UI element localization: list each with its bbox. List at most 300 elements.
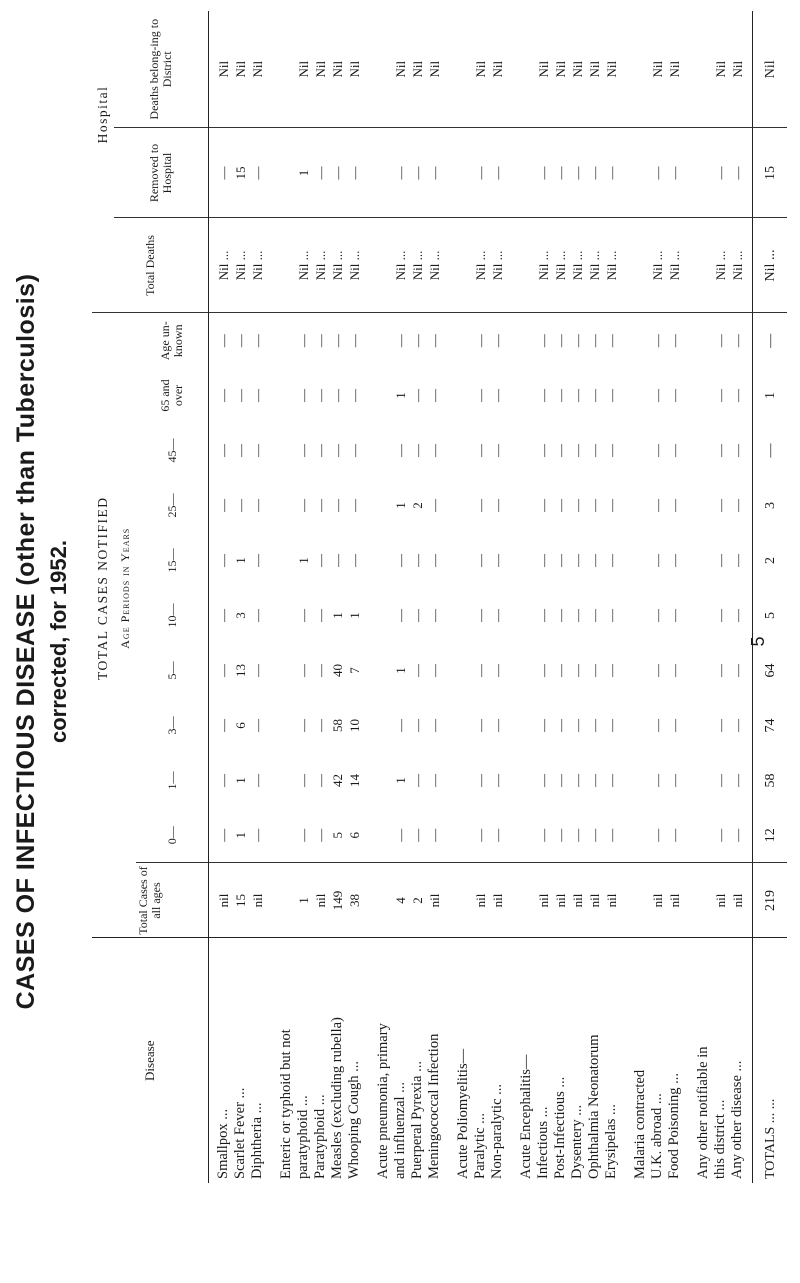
disease-name: Non-paralytic ... — [489, 938, 512, 1183]
totals-age-cell: 12 — [753, 808, 788, 863]
age-cell: — — [570, 609, 585, 622]
age-cell — [512, 808, 535, 863]
age-cell: — — [536, 334, 551, 348]
age-cell: — — [570, 554, 585, 567]
table-row — [329, 11, 346, 1183]
age-cell: — — [233, 334, 248, 348]
age-cell: — — [473, 719, 488, 732]
age-cell: — — [667, 554, 682, 567]
age-cell: — — [296, 389, 311, 402]
removed-to-hospital-cell: — — [535, 128, 552, 218]
total-deaths-cell — [689, 218, 712, 313]
disease-name: this district ... — [712, 938, 729, 1183]
age-cell — [449, 753, 472, 808]
age-cell: — — [570, 664, 585, 677]
age-cell — [449, 533, 472, 588]
age-cell: — — [604, 664, 619, 677]
age-cell: — — [713, 334, 728, 348]
age-cell: — — [650, 444, 665, 457]
age-cell: — — [209, 808, 233, 863]
table-row — [512, 11, 535, 1183]
total-cases-cell — [369, 863, 392, 938]
age-cell: — — [490, 334, 505, 348]
deaths-district-cell: Nil — [312, 11, 329, 128]
totals-age-cell: — — [753, 313, 788, 368]
age-cell: — — [250, 499, 265, 512]
age-cell: — — [713, 444, 728, 457]
age-cell: — — [730, 774, 745, 787]
age-cell: — — [233, 499, 248, 512]
age-cell: — — [233, 389, 248, 402]
age-cell — [369, 588, 392, 643]
age-cell: — — [250, 389, 265, 402]
age-cell: 7 — [347, 667, 362, 674]
age-cell — [626, 423, 649, 478]
total-deaths-cell: Nil ... — [312, 218, 329, 313]
total-cases-cell: nil — [604, 893, 619, 908]
age-cell: — — [650, 609, 665, 622]
age-cell: — — [473, 609, 488, 622]
age-cell — [512, 588, 535, 643]
age-cell: — — [570, 389, 585, 402]
age-cell: — — [536, 719, 551, 732]
age-cell — [369, 313, 392, 368]
age-cell: — — [393, 719, 408, 732]
table-row — [552, 11, 569, 1183]
age-cell: 58 — [330, 719, 345, 732]
total-deaths-cell: Nil ... — [409, 218, 426, 313]
total-cases-cell: nil — [216, 893, 231, 908]
age-cell: — — [604, 389, 619, 402]
age-cell: — — [473, 774, 488, 787]
table-row — [689, 11, 712, 1183]
disease-name: Dysentery ... — [569, 938, 586, 1183]
header-total-deaths: Total Deaths — [92, 218, 209, 313]
age-cell: — — [713, 389, 728, 402]
age-cell: — — [570, 499, 585, 512]
header-age-1: 1— — [136, 753, 209, 808]
removed-to-hospital-cell: — — [392, 128, 409, 218]
age-cell: — — [426, 808, 449, 863]
deaths-district-cell: Nil — [489, 11, 512, 128]
age-cell: — — [587, 334, 602, 348]
age-cell: — — [587, 444, 602, 457]
age-cell: — — [553, 664, 568, 677]
disease-name: Post-Infectious ... — [552, 938, 569, 1183]
age-cell: — — [713, 664, 728, 677]
totals-age-cell: 2 — [753, 533, 788, 588]
age-cell: — — [490, 774, 505, 787]
age-cell: — — [490, 499, 505, 512]
infectious-disease-table — [92, 11, 787, 1183]
total-cases-cell: nil — [570, 893, 585, 908]
age-cell: — — [427, 444, 442, 457]
age-cell: — — [427, 609, 442, 622]
age-cell — [272, 533, 295, 588]
age-cell: — — [313, 554, 328, 567]
age-cell: 6 — [233, 722, 248, 729]
age-cell: — — [296, 774, 311, 787]
age-cell: — — [604, 334, 619, 348]
age-cell: 1 — [393, 392, 408, 399]
age-cell: — — [570, 719, 585, 732]
removed-to-hospital-cell — [449, 128, 472, 218]
total-deaths-cell: Nil ... — [249, 218, 272, 313]
deaths-district-cell: Nil — [329, 11, 346, 128]
age-cell: — — [473, 554, 488, 567]
age-cell: — — [650, 334, 665, 348]
age-cell — [272, 753, 295, 808]
age-cell — [449, 368, 472, 423]
removed-to-hospital-cell: — — [712, 128, 729, 218]
age-cell — [272, 698, 295, 753]
age-cell: — — [313, 719, 328, 732]
total-cases-cell: nil — [553, 893, 568, 908]
deaths-district-cell: Nil — [603, 11, 626, 128]
total-cases-cell — [449, 863, 472, 938]
age-cell — [512, 313, 535, 368]
age-cell — [626, 313, 649, 368]
totals-age-cell: 58 — [753, 753, 788, 808]
age-cell: — — [667, 444, 682, 457]
page-number: 5 — [748, 636, 768, 647]
age-cell: 1 — [233, 557, 248, 564]
total-cases-cell: nil — [313, 893, 328, 908]
age-cell — [512, 423, 535, 478]
deaths-district-cell — [369, 11, 392, 128]
age-cell: — — [536, 444, 551, 457]
header-removed-to-hospital: Removed to Hospital — [114, 128, 209, 218]
table-row — [249, 11, 272, 1183]
age-cell — [369, 533, 392, 588]
table-row — [626, 11, 649, 1183]
age-cell: — — [295, 808, 312, 863]
age-cell: — — [410, 444, 425, 457]
totals-age-cell: 64 — [753, 643, 788, 698]
total-cases-cell — [689, 863, 712, 938]
age-cell: — — [473, 334, 488, 348]
age-cell: — — [553, 389, 568, 402]
totals-removed: 15 — [753, 128, 788, 218]
age-cell — [512, 643, 535, 698]
total-deaths-cell: Nil ... — [472, 218, 489, 313]
age-cell — [626, 643, 649, 698]
age-cell: 42 — [330, 774, 345, 787]
disease-name: Diphtheria ... — [249, 938, 272, 1183]
disease-name: Erysipelas ... — [603, 938, 626, 1183]
age-cell: — — [313, 444, 328, 457]
age-cell: — — [313, 609, 328, 622]
table-row — [346, 11, 369, 1183]
total-cases-cell: 1 — [296, 897, 311, 904]
age-cell — [272, 643, 295, 698]
age-cell: — — [586, 808, 603, 863]
totals-age-cell: 3 — [753, 478, 788, 533]
age-cell — [689, 588, 712, 643]
table-row — [535, 11, 552, 1183]
total-deaths-cell — [272, 218, 295, 313]
age-cell — [369, 698, 392, 753]
age-cell — [449, 478, 472, 533]
age-cell: — — [347, 499, 362, 512]
age-cell: — — [250, 719, 265, 732]
disease-name: Infectious ... — [535, 938, 552, 1183]
age-cell: — — [233, 444, 248, 457]
age-cell: — — [587, 499, 602, 512]
removed-to-hospital-cell: — — [489, 128, 512, 218]
age-cell: — — [347, 334, 362, 348]
age-cell: — — [667, 664, 682, 677]
title-line-1: CASES OF INFECTIOUS DISEASE (other than Tuberculosis) — [12, 273, 40, 1010]
age-cell: — — [250, 444, 265, 457]
disease-name: and influenzal ... — [392, 938, 409, 1183]
age-cell: — — [410, 609, 425, 622]
age-cell: — — [313, 664, 328, 677]
age-cell: — — [666, 808, 689, 863]
table-row — [295, 11, 312, 1183]
age-cell — [369, 478, 392, 533]
age-cell: — — [712, 808, 729, 863]
age-cell: — — [296, 334, 311, 348]
age-cell — [369, 808, 392, 863]
age-cell: — — [552, 808, 569, 863]
total-deaths-cell: Nil ... — [603, 218, 626, 313]
age-cell: — — [536, 664, 551, 677]
totals-total-cases: 219 — [753, 863, 788, 938]
total-deaths-cell: Nil ... — [329, 218, 346, 313]
header-age-0: 0— — [136, 808, 209, 863]
age-cell: 1 — [393, 502, 408, 509]
age-cell: — — [713, 774, 728, 787]
age-cell: — — [427, 719, 442, 732]
age-cell — [272, 808, 295, 863]
removed-to-hospital-cell: — — [329, 128, 346, 218]
total-cases-cell: nil — [587, 893, 602, 908]
age-cell: — — [250, 609, 265, 622]
age-cell: — — [604, 609, 619, 622]
deaths-district-cell: Nil — [729, 11, 753, 128]
header-hospital: Hospital — [95, 85, 110, 144]
age-cell: — — [536, 499, 551, 512]
age-cell: — — [392, 808, 409, 863]
removed-to-hospital-cell: — — [409, 128, 426, 218]
disease-name: Acute Poliomyelitis— — [449, 938, 472, 1183]
age-cell: 1 — [296, 557, 311, 564]
total-deaths-cell: Nil ... — [535, 218, 552, 313]
total-cases-cell — [272, 863, 295, 938]
disease-name: Ophthalmia Neonatorum — [586, 938, 603, 1183]
table-row — [586, 11, 603, 1183]
age-cell — [369, 753, 392, 808]
age-cell: — — [730, 389, 745, 402]
age-cell: — — [216, 444, 231, 457]
deaths-district-cell: Nil — [552, 11, 569, 128]
removed-to-hospital-cell: — — [649, 128, 666, 218]
totals-age-cell: 74 — [753, 698, 788, 753]
age-cell: — — [249, 808, 272, 863]
age-cell: — — [535, 808, 552, 863]
age-cell — [369, 423, 392, 478]
age-cell: — — [730, 499, 745, 512]
age-cell: — — [473, 444, 488, 457]
total-deaths-cell: Nil ... — [649, 218, 666, 313]
total-cases-cell — [512, 863, 535, 938]
title-line-2: corrected, for 1952. — [46, 540, 71, 743]
disease-name: Malaria contracted — [626, 938, 649, 1183]
age-cell — [626, 808, 649, 863]
age-cell — [272, 588, 295, 643]
age-cell: — — [410, 554, 425, 567]
age-cell: — — [473, 389, 488, 402]
deaths-district-cell: Nil — [712, 11, 729, 128]
age-cell: — — [650, 719, 665, 732]
removed-to-hospital-cell: — — [666, 128, 689, 218]
age-cell: — — [313, 774, 328, 787]
age-cell — [689, 808, 712, 863]
totals-age-cell: — — [753, 423, 788, 478]
age-cell: — — [713, 719, 728, 732]
disease-name: paratyphoid ... — [295, 938, 312, 1183]
age-cell — [689, 643, 712, 698]
removed-to-hospital-cell: — — [472, 128, 489, 218]
age-cell: — — [553, 334, 568, 348]
table-row — [666, 11, 689, 1183]
age-cell: — — [713, 609, 728, 622]
removed-to-hospital-cell: — — [729, 128, 753, 218]
header-age-2: 3— — [136, 698, 209, 753]
disease-name: Smallpox ... — [209, 938, 233, 1183]
removed-to-hospital-cell: — — [569, 128, 586, 218]
removed-to-hospital-cell: 15 — [232, 128, 249, 218]
deaths-district-cell: Nil — [426, 11, 449, 128]
age-cell — [272, 313, 295, 368]
deaths-district-cell: Nil — [535, 11, 552, 128]
age-cell: — — [296, 609, 311, 622]
table-row — [472, 11, 489, 1183]
age-cell: — — [393, 554, 408, 567]
age-cell: 5 — [329, 808, 346, 863]
age-cell: — — [313, 334, 328, 348]
age-cell: — — [570, 444, 585, 457]
age-cell: 1 — [393, 777, 408, 784]
table-row — [489, 11, 512, 1183]
table-row — [449, 11, 472, 1183]
age-cell: — — [410, 719, 425, 732]
removed-to-hospital-cell: — — [249, 128, 272, 218]
age-cell: — — [536, 554, 551, 567]
total-cases-cell: nil — [650, 893, 665, 908]
deaths-district-cell — [272, 11, 295, 128]
deaths-district-cell — [512, 11, 535, 128]
totals-age-cell: 5 — [753, 588, 788, 643]
total-deaths-cell: Nil ... — [569, 218, 586, 313]
age-cell: — — [216, 334, 231, 348]
header-age-4: 10— — [136, 588, 209, 643]
deaths-district-cell: Nil — [666, 11, 689, 128]
table-row — [603, 11, 626, 1183]
age-cell: — — [296, 664, 311, 677]
age-cell — [369, 643, 392, 698]
age-cell: — — [587, 389, 602, 402]
age-cell: — — [553, 719, 568, 732]
age-cell — [626, 753, 649, 808]
age-cell: — — [312, 808, 329, 863]
header-age-periods: Age Periods in Years — [117, 527, 132, 649]
age-cell: — — [713, 499, 728, 512]
table-row — [409, 11, 426, 1183]
age-cell: — — [490, 664, 505, 677]
age-cell: 40 — [330, 664, 345, 677]
age-cell: — — [410, 334, 425, 348]
age-cell: — — [490, 554, 505, 567]
age-cell: — — [296, 499, 311, 512]
age-cell: 1 — [232, 808, 249, 863]
deaths-district-cell: Nil — [649, 11, 666, 128]
total-cases-cell: nil — [427, 893, 442, 908]
age-cell: — — [427, 499, 442, 512]
age-cell: — — [216, 499, 231, 512]
disease-name: Measles (excluding rubella) — [329, 938, 346, 1183]
age-cell — [449, 313, 472, 368]
age-cell: — — [604, 499, 619, 512]
age-cell: — — [410, 774, 425, 787]
table-row — [392, 11, 409, 1183]
total-deaths-cell: Nil ... — [209, 218, 233, 313]
age-cell: — — [667, 389, 682, 402]
header-age-5: 15— — [136, 533, 209, 588]
age-cell: — — [313, 499, 328, 512]
age-cell — [512, 533, 535, 588]
total-deaths-cell: Nil ... — [552, 218, 569, 313]
total-cases-cell: nil — [730, 893, 745, 908]
table-row — [649, 11, 666, 1183]
header-age-8: 65 and over — [136, 368, 209, 423]
age-cell: — — [553, 774, 568, 787]
total-deaths-cell: Nil ... — [712, 218, 729, 313]
age-cell: — — [330, 334, 345, 348]
removed-to-hospital-cell: — — [552, 128, 569, 218]
age-cell: — — [347, 444, 362, 457]
age-cell: — — [393, 609, 408, 622]
age-cell: — — [393, 334, 408, 348]
total-deaths-cell: Nil ... — [392, 218, 409, 313]
table-row — [569, 11, 586, 1183]
table-row — [232, 11, 249, 1183]
total-cases-cell: nil — [536, 893, 551, 908]
header-age-3: 5— — [136, 643, 209, 698]
disease-name: Food Poisoning ... — [666, 938, 689, 1183]
deaths-district-cell: Nil — [346, 11, 369, 128]
total-cases-cell: 149 — [330, 890, 345, 911]
age-cell — [689, 533, 712, 588]
removed-to-hospital-cell: — — [586, 128, 603, 218]
age-cell — [272, 368, 295, 423]
age-cell: — — [650, 389, 665, 402]
deaths-district-cell: Nil — [295, 11, 312, 128]
age-cell: — — [553, 444, 568, 457]
age-cell — [626, 533, 649, 588]
age-cell: — — [730, 719, 745, 732]
age-cell: 2 — [410, 502, 425, 509]
total-cases-cell: 15 — [233, 894, 248, 907]
age-cell: — — [667, 719, 682, 732]
table-row — [272, 11, 295, 1183]
removed-to-hospital-cell — [369, 128, 392, 218]
age-cell — [689, 698, 712, 753]
age-cell: — — [489, 808, 512, 863]
age-cell: — — [650, 664, 665, 677]
age-cell: — — [330, 499, 345, 512]
